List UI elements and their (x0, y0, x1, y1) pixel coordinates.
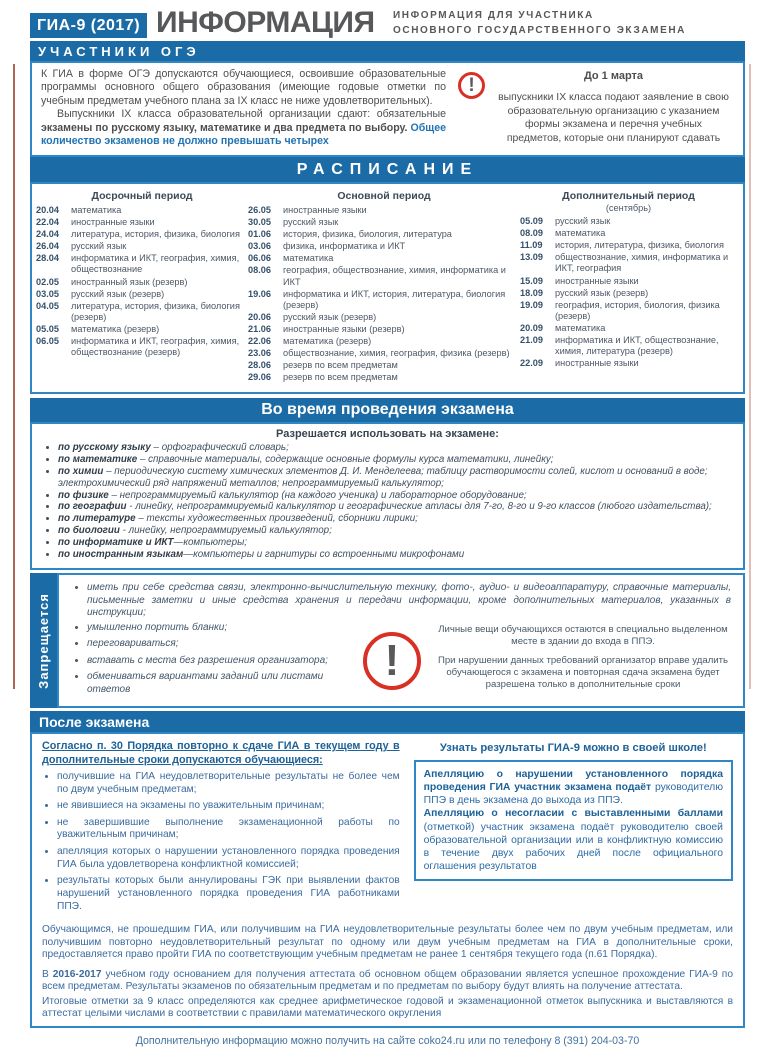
schedule-subjects: география, обществознание, химия, информатика и ИКТ (283, 265, 506, 287)
allowed-subject: по математике (58, 453, 138, 465)
schedule-date: 08.06 (248, 265, 271, 276)
page-title: ИНФОРМАЦИЯ (156, 6, 375, 39)
schedule-row (520, 323, 737, 334)
schedule-date: 22.06 (248, 335, 271, 346)
participants-text (41, 68, 446, 149)
schedule-subjects: физика, информатика и ИКТ (283, 241, 406, 252)
schedule-date: 19.06 (248, 288, 271, 299)
schedule-main-rows (248, 205, 520, 382)
schedule-additional-period (520, 190, 737, 384)
schedule-section (30, 182, 745, 394)
schedule-row (248, 336, 520, 347)
allowed-item (58, 454, 733, 466)
allowed-title: Разрешается использовать на экзамене: (276, 427, 499, 440)
exclamation-icon (458, 72, 485, 99)
schedule-date: 23.06 (248, 347, 271, 358)
schedule-subjects: иностранный язык (резерв) (71, 276, 188, 287)
attestat-years: 2016-2017 (52, 968, 102, 980)
schedule-subjects: математика (резерв) (71, 323, 160, 334)
prohibited-item: • иметь при себе средства связи, электронно-вычислительную технику, фото-, аудио- и видеоаппаратуру, справочные материалы, письменные заметки и иные средства хранения и передачи информации, кроме дополнительных материалов, указанных в инструкции; (87, 582, 731, 620)
schedule-row (248, 205, 520, 216)
participants-paragraph-2 (41, 108, 446, 148)
allowed-subject: по литературе (58, 513, 136, 525)
allowed-item (58, 490, 733, 502)
allowed-item (58, 549, 733, 561)
prohibited-item: • обмениваться вариантами заданий или листами ответов (87, 671, 349, 696)
prohibited-box (57, 573, 745, 708)
prohibited-label: Запрещается (36, 592, 51, 689)
schedule-early-period (36, 190, 248, 384)
schedule-date: 02.05 (36, 276, 59, 287)
schedule-row (36, 289, 248, 300)
schedule-subjects: русский язык (283, 217, 339, 228)
final-marks-paragraph: Итоговые отметки за 9 класс определяются как среднее арифметическое годовой и экзаменационной отметок выпускника и выставляются в аттестат целыми числами в соответствии с правилами математического округления (42, 995, 733, 1019)
participants-section-bar: УЧАСТНИКИ ОГЭ (30, 41, 745, 61)
schedule-subjects: история, литература, физика, биология (555, 240, 724, 251)
schedule-date: 19.09 (520, 299, 543, 310)
prohibited-first-item-list (71, 582, 731, 620)
schedule-date: 11.09 (520, 240, 543, 251)
schedule-date: 21.09 (520, 334, 543, 345)
after-exam-section (30, 732, 745, 1028)
schedule-row (248, 312, 520, 323)
schedule-date: 22.04 (36, 217, 59, 228)
schedule-subjects: обществознание, химия, информатика и ИКТ, география (555, 252, 729, 274)
retake-list (42, 771, 400, 913)
allowed-subject: по информатике и ИКТ (58, 537, 174, 549)
schedule-row (248, 348, 520, 359)
exclamation-glyph: ! (468, 74, 475, 96)
schedule-date: 04.05 (36, 300, 59, 311)
schedule-subjects: математика (555, 228, 606, 239)
schedule-subjects: история, физика, биология, литература (283, 229, 452, 240)
exclamation-glyph: ! (384, 635, 400, 685)
schedule-subjects: информатика и ИКТ, география, химия, обществознание (71, 253, 240, 275)
allowed-subject: по физике (58, 489, 109, 501)
retake-item: • результаты которых были аннулированы ГЭК при выявлении фактов нарушений установленного порядка проведения ГИА работниками ППЭ. (57, 875, 400, 913)
allowed-subject: по иностранным языкам (58, 549, 184, 561)
schedule-subjects: литература, история, физика, биология (резерв) (71, 300, 240, 322)
schedule-date: 21.06 (248, 323, 271, 334)
participants-section (30, 61, 745, 157)
subtitle-line-2: ОСНОВНОГО ГОСУДАРСТВЕННОГО ЭКЗАМЕНА (393, 24, 687, 36)
appeal-box (414, 760, 733, 881)
violation-note: При нарушении данных требований организатор вправе удалить обучающегося с экзамена и повторная сдача экзамена будет разрешена только в дополнительные сроки (437, 654, 729, 690)
allowed-item (58, 525, 733, 537)
schedule-early-title: Досрочный период (91, 189, 193, 202)
schedule-subjects: русский язык (555, 216, 611, 227)
schedule-subjects: русский язык (резерв) (71, 288, 165, 299)
schedule-subjects: резерв по всем предметам (283, 371, 398, 382)
schedule-date: 24.04 (36, 229, 59, 240)
schedule-row (248, 372, 520, 383)
schedule-row (248, 289, 520, 311)
schedule-row (248, 253, 520, 264)
schedule-date: 20.06 (248, 311, 271, 322)
schedule-date: 06.05 (36, 335, 59, 346)
retake-item: • не явившиеся на экзамены по уважительным причинам; (57, 800, 400, 813)
prohibited-row (71, 622, 731, 701)
schedule-subjects: математика (283, 253, 334, 264)
schedule-date: 20.04 (36, 205, 59, 216)
schedule-date: 15.09 (520, 275, 543, 286)
exclamation-icon (363, 632, 421, 690)
deadline-title: До 1 марта (583, 70, 644, 82)
footer-contact: Дополнительную информацию можно получить на сайте coko24.ru или по телефону 8 (391) 204-03-70 (135, 1035, 640, 1047)
participants-p2-start: Выпускники IX класса образовательной организации сдают: обязательные (57, 108, 446, 121)
schedule-additional-rows (520, 216, 737, 368)
schedule-date: 06.06 (248, 253, 271, 264)
schedule-date: 13.09 (520, 252, 543, 263)
allowed-item-text: —компьютеры; (173, 537, 248, 549)
schedule-date: 29.06 (248, 371, 271, 382)
deadline-block (446, 68, 733, 149)
schedule-row (36, 217, 248, 228)
schedule-date: 03.05 (36, 288, 59, 299)
retake-item: • получившие на ГИА неудовлетворительные результаты не более чем по двум учебным предметам; (57, 771, 400, 796)
allowed-item-text: – справочные материалы, содержащие основные формулы курса математики, линейку; (137, 453, 554, 465)
schedule-subjects: иностранные языки (555, 357, 639, 368)
allowed-item (58, 513, 733, 525)
schedule-section-bar: РАСПИСАНИЕ (30, 157, 745, 182)
allowed-subject: по химии (58, 465, 104, 477)
participants-exam-limit-note: Общее количество экзаменов не должно превышать четырех (41, 121, 446, 148)
schedule-row (36, 301, 248, 323)
schedule-subjects: математика (555, 322, 606, 333)
subtitle-line-1: ИНФОРМАЦИЯ ДЛЯ УЧАСТНИКА (393, 10, 594, 21)
schedule-date: 28.06 (248, 359, 271, 370)
allowed-subject: по русскому языку (58, 441, 151, 453)
schedule-date: 30.05 (248, 217, 271, 228)
schedule-row (36, 336, 248, 358)
schedule-main-title: Основной период (337, 189, 431, 202)
retake-right-paragraph: Обучающимся, не прошедшим ГИА, или получившим на ГИА неудовлетворительные результаты более чем по двум учебным предметам, или получившим повторно неудовлетворительный результат по одному или двум учебным предметам на ГИА в дополнительные сроки, предоставляется право пройти ГИА по соответствующим учебным предметам не ранее 1 сентября текущего года (п.61 Порядка). (42, 924, 733, 961)
schedule-subjects: русский язык (резерв) (283, 311, 377, 322)
schedule-date: 03.06 (248, 241, 271, 252)
header-subtitle (393, 9, 745, 38)
allowed-item-text: – орфографический словарь; (150, 441, 289, 453)
attestat-paragraph (42, 969, 733, 994)
allowed-list (42, 442, 733, 561)
appeal2-rest: (отметкой) участник экзамена подаёт руководителю своей образовательной организации или в конфликтную комиссию в течение двух рабочих дней после официального оглашения результатов (423, 821, 723, 872)
header (30, 8, 745, 38)
allowed-subject: по географии (58, 501, 127, 513)
schedule-row (248, 324, 520, 335)
schedule-date: 18.09 (520, 287, 543, 298)
schedule-row (36, 241, 248, 252)
results-block (414, 740, 733, 917)
schedule-row (520, 358, 737, 369)
appeal-paragraph-2 (424, 807, 723, 873)
schedule-subjects: иностранные языки (резерв) (283, 323, 405, 334)
allowed-item-text: – непрограммируемый калькулятор (на каждого ученика) и лабораторное оборудование; (108, 489, 527, 501)
schedule-row (520, 335, 737, 357)
appeal2-bold: Апелляцию о несогласии с выставленными баллами (423, 808, 723, 820)
schedule-row (520, 288, 737, 299)
prohibited-item: • вставать с места без разрешения организатора; (87, 655, 349, 668)
page-edge-left (13, 64, 15, 689)
allowed-item (58, 466, 733, 490)
schedule-date: 01.06 (248, 229, 271, 240)
schedule-subjects: иностранные языки (71, 217, 155, 228)
participants-paragraph-1: К ГИА в форме ОГЭ допускаются обучающиеся, освоившие образовательные программы основного общего образования (имеющие годовые отметки по учебным предметам учебного плана за IX класс не ниже удовлетворительных). (41, 68, 446, 107)
schedule-date: 05.05 (36, 323, 59, 334)
schedule-additional-title: Дополнительный период (562, 189, 695, 202)
schedule-subjects: русский язык (резерв) (555, 287, 649, 298)
schedule-row (36, 277, 248, 288)
deadline-text: выпускники IX класса подают заявление в свою образовательную организацию с указанием формы экзамена и перечня учебных предметов, которые они планируют сдавать (498, 92, 729, 144)
appeal1-bold: Апелляцию о нарушении установленного порядка проведения ГИА участник экзамена подаёт (423, 769, 723, 794)
schedule-date: 28.04 (36, 253, 59, 264)
allowed-item (58, 501, 733, 513)
prohibited-item: • переговариваться; (87, 638, 349, 651)
retake-item: • апелляция которых о нарушении установленного порядка проведения ГИА была удовлетворена конфликтной комиссией; (57, 846, 400, 871)
page-edge-right (749, 64, 751, 689)
appeal1-rest: руководителю ППЭ в день экзамена до выхода из ППЭ. (423, 782, 723, 807)
prohibited-section (30, 573, 745, 708)
prohibited-list (71, 622, 349, 701)
after-exam-columns (42, 740, 733, 917)
schedule-subjects: резерв по всем предметам (283, 359, 398, 370)
allowed-item-text: – периодическую систему химических элементов Д. И. Менделеева; таблицу растворимости солей, кислот и оснований в воде; электрохимический ряд напряжений металлов; непрограммируемый калькулятор; (58, 465, 708, 489)
schedule-row (248, 265, 520, 287)
results-heading: Узнать результаты ГИА-9 можно в своей школе! (439, 742, 707, 755)
schedule-subjects: география, история, биология, физика (резерв) (555, 299, 720, 321)
allowed-item-text: - линейку, непрограммируемый калькулятор; (119, 525, 332, 537)
schedule-subjects: математика (резерв) (283, 335, 372, 346)
schedule-row (36, 205, 248, 216)
schedule-row (248, 241, 520, 252)
schedule-subjects: математика (71, 205, 122, 216)
schedule-row (36, 324, 248, 335)
schedule-row (520, 276, 737, 287)
schedule-row (248, 229, 520, 240)
schedule-subjects: литература, история, физика, биология (71, 229, 240, 240)
schedule-main-period (248, 190, 520, 384)
gia-badge: ГИА-9 (2017) (30, 13, 147, 38)
schedule-row (520, 228, 737, 239)
schedule-row (520, 300, 737, 322)
participants-p2-bold: экзамены по русскому языку, математике и два предмета по выбору. (41, 121, 411, 134)
schedule-subjects: русский язык (71, 241, 127, 252)
schedule-date: 26.04 (36, 241, 59, 252)
schedule-row (248, 360, 520, 371)
prohibited-notes (435, 622, 731, 701)
schedule-row (520, 240, 737, 251)
schedule-subjects: иностранные языки (555, 275, 639, 286)
schedule-row (520, 252, 737, 274)
retake-rules (42, 740, 400, 917)
attestat-pre: В (42, 968, 53, 980)
schedule-subjects: информатика и ИКТ, обществознание, химия, литература (резерв) (555, 334, 719, 356)
schedule-date: 08.09 (520, 228, 543, 239)
schedule-subjects: иностранные языки (283, 205, 367, 216)
belongings-note: Личные вещи обучающихся остаются в специально выделенном месте в здании до входа в ППЭ. (438, 623, 728, 647)
schedule-date: 05.09 (520, 216, 543, 227)
allowed-item (58, 442, 733, 454)
prohibited-item: • умышленно портить бланки; (87, 622, 349, 635)
schedule-subjects: обществознание, химия, география, физика (резерв) (283, 347, 510, 358)
schedule-row (520, 216, 737, 227)
schedule-row (248, 217, 520, 228)
retake-heading: Согласно п. 30 Порядка повторно к сдаче ГИА в текущем году в дополнительные сроки допускаются обучающиеся: (42, 740, 400, 766)
schedule-row (36, 253, 248, 275)
allowed-item-text: —компьютеры и гарнитуры со встроенными микрофонами (183, 549, 465, 561)
retake-item: • не завершившие выполнение экзаменационной работы по уважительным причинам; (57, 817, 400, 842)
prohibited-tab (30, 573, 57, 708)
allowed-item-text: - линейку, непрограммируемый калькулятор и географические атласы для 7-го, 8-го и 9-го классов (любого издательства); (126, 501, 712, 513)
schedule-additional-subtitle: (сентябрь) (605, 203, 652, 214)
after-exam-bar: После экзамена (30, 711, 745, 732)
attestat-rest: учебном году основанием для получения аттестата об основном общем образовании является успешное прохождение ГИА-9 по всем предметам. Результаты экзаменов по обязательным предметам и по предметам по выбору будут влиять на получение аттестата. (42, 968, 733, 993)
appeal-paragraph-1 (424, 768, 723, 807)
during-exam-bar: Во время проведения экзамена (30, 398, 745, 422)
allowed-item-text: – тексты художественных произведений, сборники лирики; (135, 513, 418, 525)
prohibited-icon-cell (349, 622, 435, 701)
schedule-date: 20.09 (520, 322, 543, 333)
allowed-item (58, 537, 733, 549)
schedule-row (36, 229, 248, 240)
schedule-subjects: информатика и ИКТ, география, химия, обществознание (резерв) (71, 335, 240, 357)
allowed-subject: по биологии (58, 525, 120, 537)
allowed-items-section (30, 422, 745, 570)
schedule-date: 22.09 (520, 357, 543, 368)
schedule-subjects: информатика и ИКТ, история, литература, биология (резерв) (283, 288, 506, 310)
schedule-date: 26.05 (248, 205, 271, 216)
schedule-early-rows (36, 205, 248, 357)
